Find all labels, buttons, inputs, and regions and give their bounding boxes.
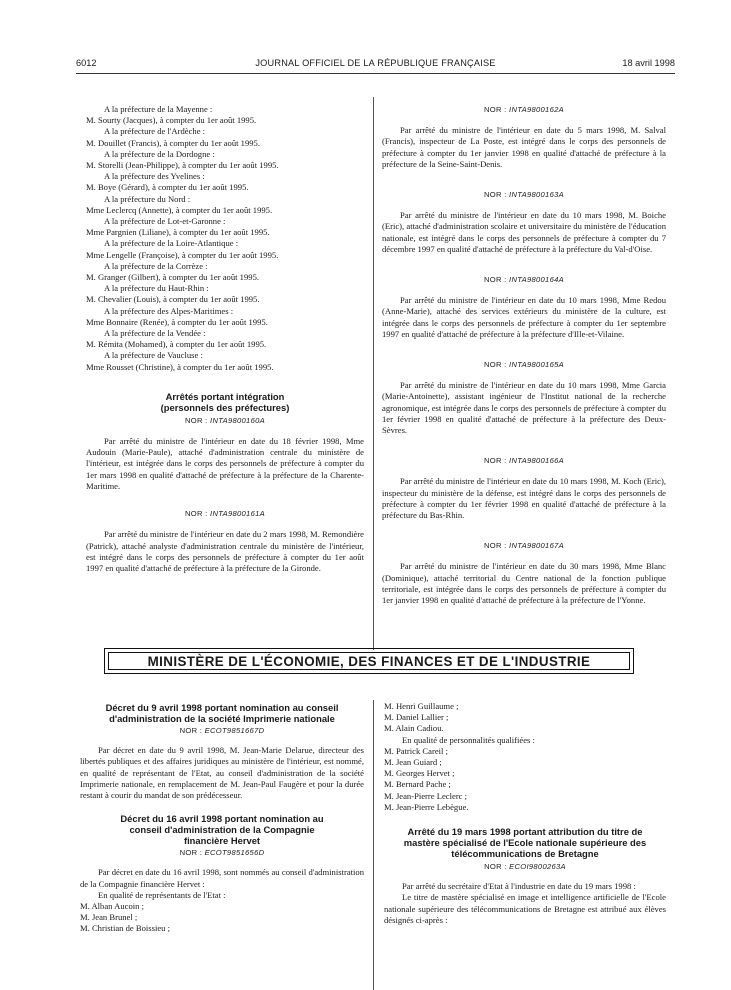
- decree-paragraph: Par arrêté du ministre de l'intérieur en date du 2 mars 1998, M. Remondière (Patrick), attaché analyste d'administration centrale du ministère de l'intérieur, est intégré dans le corps des personnels de préfecture à compter du 1er août 1997 en qualité d'attaché de préfecture à la préfecture de la Gironde.: [86, 529, 364, 573]
- decree-paragraph: Par arrêté du ministre de l'intérieur en date du 30 mars 1998, Mme Blanc (Dominique), attaché territorial du Centre national de la fonction publique territoriale, est intégrée dans le corps des personnels de préfecture à compter du 1er janvier 1998 en qualité d'attaché de préfecture à la préfecture de l'Yonne.: [382, 561, 666, 606]
- nor-reference: NOR : INTA9800165A: [484, 360, 564, 370]
- appointee-line: M. Boye (Gérard), à compter du 1er août 1995.: [86, 182, 249, 193]
- decree-paragraph: Par arrêté du ministre de l'intérieur en date du 10 mars 1998, Mme Garcia (Marie-Antoinette), assistant ingénieur de l'Institut national de la recherche agronomique, est intégrée dans le corps des personnels de préfecture à compter du 1er février 1998 en qualité d'attaché de préfecture à la préfecture des Deux-Sèvres.: [382, 380, 666, 436]
- column-divider: [373, 97, 374, 650]
- nor-reference: NOR : ECOI9800263A: [484, 862, 566, 872]
- board-member: M. Jean Brunel ;: [80, 912, 138, 923]
- decree-title: d'administration de la société Imprimerie nationale: [109, 713, 335, 724]
- nor-reference: NOR : INTA9800167A: [484, 541, 564, 551]
- prefecture-heading: A la préfecture de la Dordogne :: [104, 148, 215, 159]
- prefecture-list: [86, 104, 364, 373]
- appointee-line: M. Rémita (Mohamed), à compter du 1er août 1995.: [86, 339, 267, 350]
- arrete-paragraph: Par arrêté du secrétaire d'Etat à l'industrie en date du 19 mars 1998 :: [402, 881, 636, 892]
- arrete-title: mastère spécialisé de l'Ecole nationale supérieure des: [403, 837, 647, 849]
- nor-reference: NOR : INTA9800164A: [484, 275, 564, 285]
- decree-paragraph: Par arrêté du ministre de l'intérieur en date du 10 mars 1998, M. Koch (Eric), inspecteur du ministère de la défense, est intégré dans le corps des personnels de préfecture à compter du 1er février 1998 en qualité d'attaché de préfecture à la préfecture du Bas-Rhin.: [382, 476, 666, 521]
- appointee-line: Mme Leclercq (Annette), à compter du 1er août 1995.: [86, 204, 273, 215]
- bottom-left-column: [80, 702, 364, 935]
- name-list: [80, 901, 364, 935]
- board-member: M. Daniel Lallier ;: [384, 712, 449, 723]
- board-member: M. Jean Guiard ;: [384, 757, 442, 768]
- appointee-line: M. Granger (Gilbert), à compter du 1er août 1995.: [86, 272, 260, 283]
- board-member: M. Jean-Pierre Leclerc ;: [384, 790, 468, 801]
- decree-title: conseil d'administration de la Compagnie: [129, 824, 315, 836]
- top-right-column: [382, 104, 666, 606]
- appointee-line: Mme Bonnaire (Renée), à compter du 1er août 1995.: [86, 316, 268, 327]
- decree-paragraph: Par arrêté du ministre de l'intérieur en date du 10 mars 1998, M. Boiche (Eric), attaché d'administration scolaire et universitaire du ministère de l'éducation nationale, est intégré dans le corps des personnels de préfecture à compter du 7 décembre 1997 en qualité d'attaché de préfecture à la préfecture du Val-d'Oise.: [382, 210, 666, 254]
- prefecture-heading: A la préfecture de la Mayenne :: [104, 104, 213, 114]
- arrete-title: télécommunications de Bretagne: [451, 848, 599, 860]
- header-rule: [76, 73, 675, 74]
- appointee-line: Mme Lengelle (Françoise), à compter du 1er août 1995.: [86, 249, 279, 260]
- board-member: M. Bernard Pache ;: [384, 779, 451, 790]
- arrete-title: Arrêté du 19 mars 1998 portant attribution du titre de: [407, 826, 643, 838]
- nor-reference: NOR : INTA9800163A: [484, 190, 564, 200]
- page-header: [76, 58, 675, 72]
- nor-reference: NOR : INTA9800166A: [484, 456, 564, 466]
- appointee-line: Mme Pargnien (Liliane), à compter du 1er août 1995.: [86, 227, 270, 238]
- decree-paragraph: Par arrêté du ministre de l'intérieur en date du 10 mars 1998, Mme Redou (Anne-Marie), attaché des services extérieurs du ministère de la culture, est intégrée dans le corps des personnels de préfecture à compter du 1er septembre 1997 en qualité d'attaché de préfecture à la préfecture d'Ille-et-Vilaine.: [382, 295, 666, 339]
- decree-title: Décret du 9 avril 1998 portant nomination au conseil: [105, 702, 339, 713]
- board-member: M. Georges Hervet ;: [384, 768, 455, 779]
- prefecture-heading: A la préfecture de Lot-et-Garonne :: [104, 216, 226, 227]
- prefecture-heading: A la préfecture du Haut-Rhin :: [104, 283, 209, 294]
- prefecture-heading: A la préfecture des Yvelines :: [104, 171, 205, 182]
- column-divider: [373, 700, 374, 990]
- nor-reference: NOR : ECOT9851656D: [179, 848, 265, 858]
- nor-reference: NOR : INTA9800162A: [484, 105, 564, 114]
- section-title: Arrêtés portant intégration: [165, 390, 285, 402]
- appointee-line: M. Douillet (Francis), à compter du 1er août 1995.: [86, 137, 260, 148]
- decree-paragraph: Par décret en date du 9 avril 1998, M. Jean-Marie Delarue, directeur des libertés publiques et des affaires juridiques au ministère de l'intérieur, est nommé, en qualité de représentant de l'Etat, au conseil d'administration de la société Imprimerie nationale, en remplacement de M. Jean-Paul Faugère et pour la durée restant à courir du mandat de son prédécesseur.: [80, 745, 364, 801]
- appointee-line: Mme Rousset (Christine), à compter du 1er août 1995.: [86, 361, 274, 372]
- board-member: M. Alain Cadiou.: [384, 723, 444, 734]
- prefecture-heading: A la préfecture de l'Ardèche :: [104, 126, 206, 137]
- board-member: M. Alban Aucoin ;: [80, 901, 144, 912]
- prefecture-heading: A la préfecture de la Loire-Atlantique :: [104, 238, 239, 249]
- decree-title: Décret du 16 avril 1998 portant nomination au: [120, 813, 324, 825]
- board-member: M. Jean-Pierre Lebègue.: [384, 801, 469, 812]
- subheading: En qualité de personnalités qualifiées :: [402, 734, 535, 745]
- decree-paragraph: Par décret en date du 16 avril 1998, sont nommés au conseil d'administration de la Compagnie financière Hervet :: [80, 867, 364, 889]
- journal-title: JOURNAL OFFICIEL DE LA RÉPUBLIQUE FRANÇAISE: [255, 58, 496, 68]
- top-left-column: [86, 104, 364, 574]
- prefecture-heading: A la préfecture des Alpes-Maritimes :: [104, 305, 234, 316]
- prefecture-heading: A la préfecture de la Corrèze :: [104, 260, 208, 271]
- decree-list: [382, 104, 666, 606]
- prefecture-heading: A la préfecture du Nord :: [104, 193, 191, 204]
- nor-reference: NOR : ECOT9851667D: [179, 726, 265, 735]
- board-member: M. Henri Guillaume ;: [384, 701, 459, 711]
- arrete-paragraph: Le titre de mastère spécialisé en image et intelligence artificielle de l'Ecole nationale supérieure des télécommunications de Bretagne est attribué aux élèves désignés ci-après :: [384, 892, 666, 925]
- decree-paragraph: Par arrêté du ministre de l'intérieur en date du 5 mars 1998, M. Salval (Francis), inspecteur de La Poste, est intégré dans le corps des personnels de préfecture à compter du 1er janvier 1998 en qualité d'attaché de préfecture à la préfecture de la Seine-Saint-Denis.: [382, 125, 666, 169]
- board-member: M. Christian de Boissieu ;: [80, 923, 170, 934]
- ministry-banner: [104, 648, 634, 674]
- ministry-title: MINISTÈRE DE L'ÉCONOMIE, DES FINANCES ET DE L'INDUSTRIE: [108, 652, 630, 670]
- section-subtitle: (personnels des préfectures): [160, 401, 290, 413]
- appointee-line: M. Storelli (Jean-Philippe), à compter du 1er août 1995.: [86, 160, 279, 171]
- issue-date: 18 avril 1998: [622, 58, 675, 68]
- appointee-line: M. Sourty (Jacques), à compter du 1er août 1995.: [86, 115, 257, 126]
- decree-title: financière Hervet: [183, 835, 261, 847]
- board-member: M. Patrick Careil ;: [384, 745, 448, 756]
- prefecture-heading: A la préfecture de Vaucluse :: [104, 350, 203, 361]
- subheading: En qualité de représentants de l'Etat :: [98, 889, 226, 900]
- bottom-right-column: [384, 701, 666, 926]
- decree-paragraph: Par arrêté du ministre de l'intérieur en date du 18 février 1998, Mme Audouin (Marie-Paule), attaché d'administration centrale du ministère de l'intérieur, est intégrée dans le corps des personnels de préfecture à compter du 1er mars 1998 en qualité d'attaché de préfecture à la préfecture de la Charente-Maritime.: [86, 436, 364, 491]
- name-list: [384, 701, 666, 735]
- prefecture-heading: A la préfecture de la Vendée :: [104, 328, 206, 339]
- page-number: 6012: [76, 58, 97, 68]
- nor-reference: NOR : INTA9800160A: [185, 415, 265, 425]
- nor-reference: NOR : INTA9800161A: [185, 509, 265, 519]
- name-list: [384, 746, 666, 813]
- appointee-line: M. Chevalier (Louis), à compter du 1er août 1995.: [86, 294, 260, 305]
